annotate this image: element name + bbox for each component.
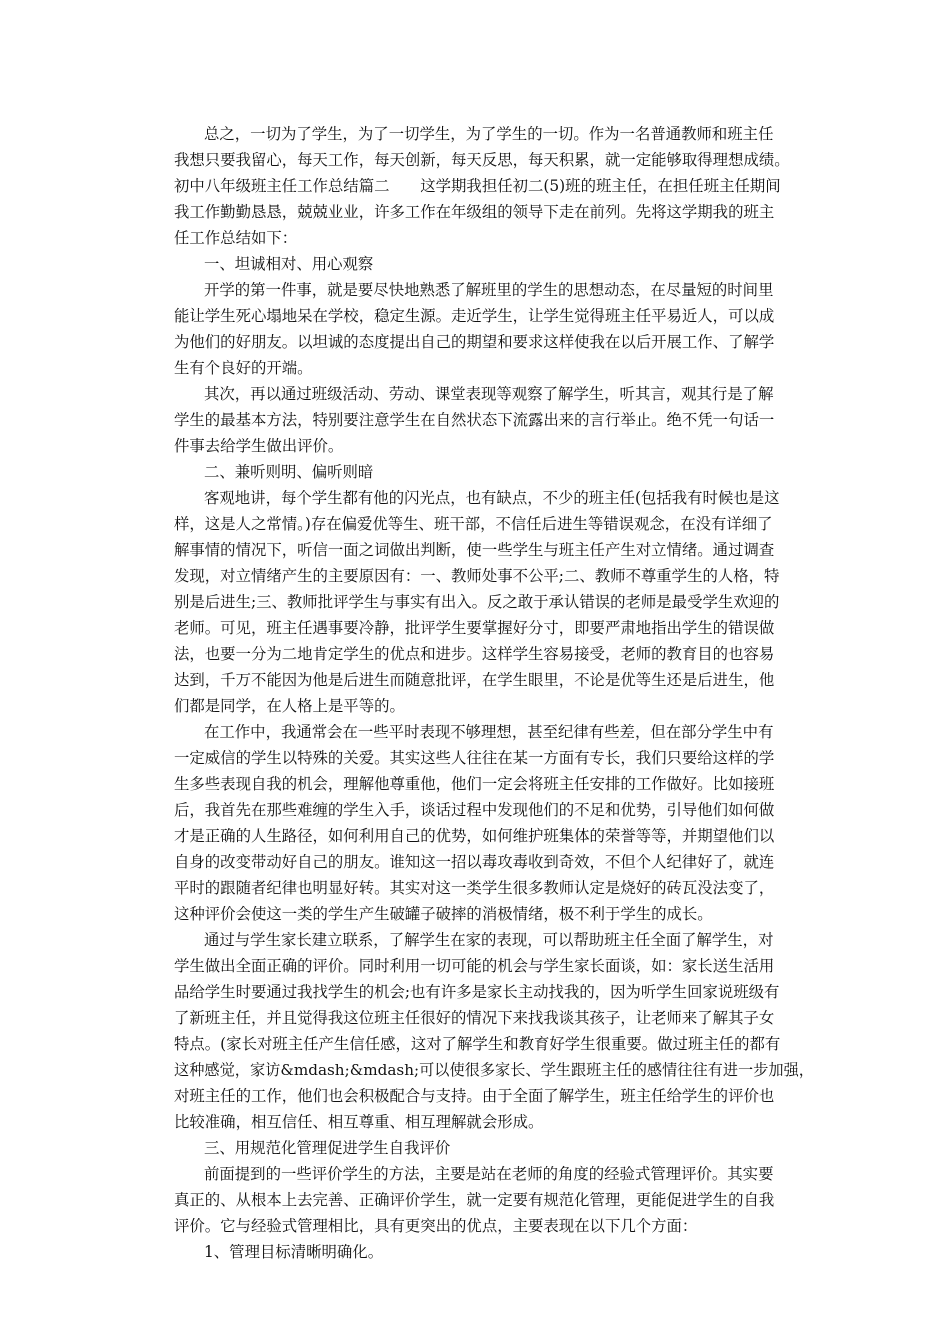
text-line: 这种感觉，家访&mdash;&mdash;可以使很多家长、学生跟班主任的感情往往有进一步加强， bbox=[174, 1061, 814, 1079]
text-line: 1、管理目标清晰明确化。 bbox=[204, 1243, 384, 1261]
text-line: 能让学生死心塌地呆在学校，稳定生源。走近学生，让学生觉得班主任平易近人，可以成 bbox=[174, 307, 775, 325]
text-line: 了新班主任，并且觉得我这位班主任很好的情况下来找我谈其孩子，让老师来了解其子女 bbox=[174, 1009, 775, 1027]
text-line: 才是正确的人生路径，如何利用自己的优势，如何维护班集体的荣誉等等，并期望他们以 bbox=[174, 827, 775, 845]
text-line: 品给学生时要通过我找学生的机会;也有许多是家长主动找我的，因为听学生回家说班级有 bbox=[174, 983, 780, 1001]
text-line: 一、坦诚相对、用心观察 bbox=[204, 255, 374, 273]
text-line: 在工作中，我通常会在一些平时表现不够理想，甚至纪律有些差，但在部分学生中有 bbox=[204, 723, 774, 741]
text-line: 任工作总结如下： bbox=[174, 229, 298, 247]
text-line: 后，我首先在那些难缠的学生入手，谈话过程中发现他们的不足和优势，引导他们如何做 bbox=[174, 801, 775, 819]
text-line: 其次，再以通过班级活动、劳动、课堂表现等观察了解学生，听其言，观其行是了解 bbox=[204, 385, 774, 403]
text-line: 平时的跟随者纪律也明显好转。其实对这一类学生很多教师认定是烧好的砖瓦没法变了， bbox=[174, 879, 775, 897]
text-line: 初中八年级班主任工作总结篇二 这学期我担任初二(5)班的班主任，在担任班主任期间 bbox=[174, 177, 781, 195]
text-line: 对班主任的工作，他们也会积极配合与支持。由于全面了解学生，班主任给学生的评价也 bbox=[174, 1087, 775, 1105]
text-line: 通过与学生家长建立联系，了解学生在家的表现，可以帮助班主任全面了解学生，对 bbox=[204, 931, 774, 949]
text-line: 件事去给学生做出评价。 bbox=[174, 437, 344, 455]
text-line: 一定威信的学生以特殊的关爱。其实这些人往往在某一方面有专长，我们只要给这样的学 bbox=[174, 749, 775, 767]
text-line: 解事情的情况下，听信一面之词做出判断，使一些学生与班主任产生对立情绪。通过调查 bbox=[174, 541, 775, 559]
text-line: 达到，千万不能因为他是后进生而随意批评，在学生眼里，不论是优等生还是后进生，他 bbox=[174, 671, 775, 689]
text-line: 这种评价会使这一类的学生产生破罐子破摔的消极情绪，极不利于学生的成长。 bbox=[174, 905, 713, 923]
text-line: 总之，一切为了学生，为了一切学生，为了学生的一切。作为一名普通教师和班主任 bbox=[204, 125, 774, 143]
text-line: 开学的第一件事，就是要尽快地熟悉了解班里的学生的思想动态，在尽量短的时间里 bbox=[204, 281, 774, 299]
text-line: 生多些表现自我的机会，理解他尊重他，他们一定会将班主任安排的工作做好。比如接班 bbox=[174, 775, 775, 793]
text-line: 别是后进生;三、教师批评学生与事实有出入。反之敢于承认错误的老师是最受学生欢迎的 bbox=[174, 593, 780, 611]
text-line: 真正的、从根本上去完善、正确评价学生，就一定要有规范化管理，更能促进学生的自我 bbox=[174, 1191, 775, 1209]
text-line: 评价。它与经验式管理相比，具有更突出的优点，主要表现在以下几个方面： bbox=[174, 1217, 698, 1235]
text-line: 比较准确，相互信任、相互尊重、相互理解就会形成。 bbox=[174, 1113, 544, 1131]
text-line: 前面提到的一些评价学生的方法，主要是站在老师的角度的经验式管理评价。其实要 bbox=[204, 1165, 774, 1183]
text-line: 自身的改变带动好自己的朋友。谁知这一招以毒攻毒收到奇效，不但个人纪律好了，就连 bbox=[174, 853, 775, 871]
text-line: 们都是同学，在人格上是平等的。 bbox=[174, 697, 405, 715]
text-line: 老师。可见，班主任遇事要冷静，批评学生要掌握好分寸，即要严肃地指出学生的错误做 bbox=[174, 619, 775, 637]
text-line: 生有个良好的开端。 bbox=[174, 359, 313, 377]
text-line: 我工作勤勤恳恳，兢兢业业，许多工作在年级组的领导下走在前列。先将这学期我的班主 bbox=[174, 203, 775, 221]
text-line: 学生做出全面正确的评价。同时利用一切可能的机会与学生家长面谈，如：家长送生活用 bbox=[174, 957, 775, 975]
document-page bbox=[174, 121, 814, 1265]
text-line: 特点。(家长对班主任产生信任感，这对了解学生和教育好学生很重要。做过班主任的都有 bbox=[174, 1035, 781, 1053]
text-line: 学生的最基本方法，特别要注意学生在自然状态下流露出来的言行举止。绝不凭一句话一 bbox=[174, 411, 775, 429]
text-line: 发现，对立情绪产生的主要原因有：一、教师处事不公平;二、教师不尊重学生的人格，特 bbox=[174, 567, 780, 585]
text-line: 样，这是人之常情。)存在偏爱优等生、班干部，不信任后进生等错误观念，在没有详细了 bbox=[174, 515, 773, 533]
text-line: 三、用规范化管理促进学生自我评价 bbox=[204, 1139, 451, 1157]
text-line: 二、兼听则明、偏听则暗 bbox=[204, 463, 374, 481]
text-line: 客观地讲，每个学生都有他的闪光点，也有缺点，不少的班主任(包括我有时候也是这 bbox=[204, 489, 780, 507]
text-line: 我想只要我留心，每天工作，每天创新，每天反思，每天积累，就一定能够取得理想成绩。 bbox=[174, 151, 790, 169]
text-line: 为他们的好朋友。以坦诚的态度提出自己的期望和要求这样使我在以后开展工作、了解学 bbox=[174, 333, 775, 351]
text-line: 法，也要一分为二地肯定学生的优点和进步。这样学生容易接受，老师的教育目的也容易 bbox=[174, 645, 775, 663]
